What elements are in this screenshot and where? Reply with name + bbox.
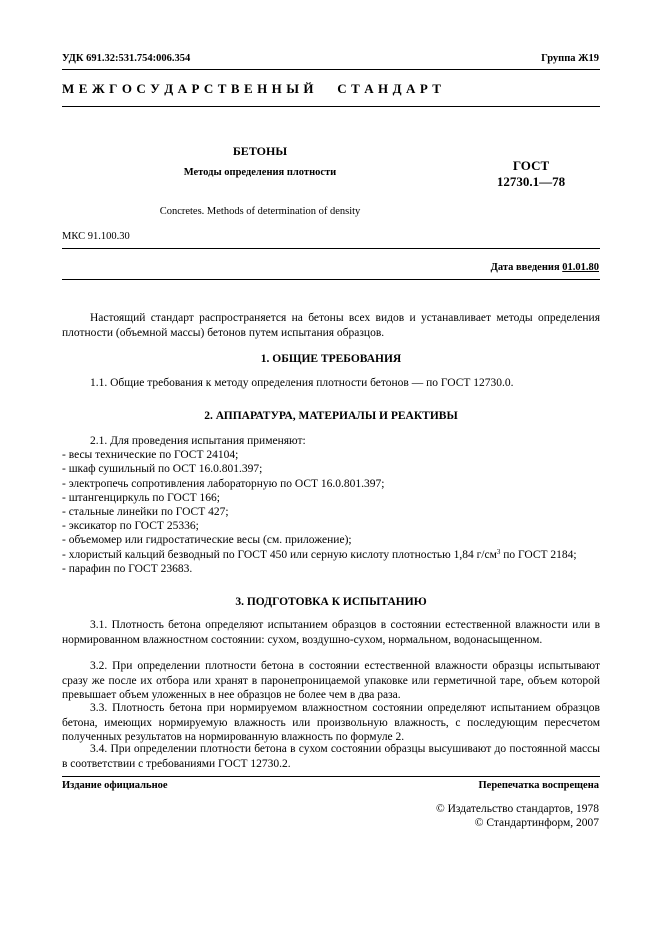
list-item: - штангенциркуль по ГОСТ 166; xyxy=(62,491,220,504)
list-item: - объемомер или гидростатические весы (см. приложение); xyxy=(62,534,352,547)
gost-number: 12730.1—78 xyxy=(496,174,566,189)
gost-label: ГОСТ xyxy=(512,158,550,173)
title-rule xyxy=(62,248,600,249)
header-rule xyxy=(62,69,600,70)
intro-paragraph: Настоящий стандарт распространяется на бетоны всех видов и устанавливает методы определения плотности (объемной массы) бетонов путем испытания образцов. xyxy=(62,312,600,339)
date-rule xyxy=(62,279,600,280)
equipment-list xyxy=(62,434,600,576)
section-1-title: 1. ОБЩИЕ ТРЕБОВАНИЯ xyxy=(260,353,402,365)
copyright-publisher: © Издательство стандартов, 1978 xyxy=(435,803,599,815)
paragraph-3-4: 3.4. При определении плотности бетона в сухом состоянии образцы высушивают до постоянной массы в соответствии с требованиями ГОСТ 12730.2. xyxy=(62,743,600,770)
document-title: БЕТОНЫ xyxy=(232,144,288,158)
paragraph-3-1: 3.1. Плотность бетона определяют испытанием образцов в состоянии естественной влажности или в нормированном влажностном состоянии: сухом, воздушно-сухом, нормальном, водонасыщенном. xyxy=(62,619,600,646)
paragraph-1-1: 1.1. Общие требования к методу определения плотности бетонов — по ГОСТ 12730.0. xyxy=(90,377,514,389)
paragraph-3-2: 3.2. При определении плотности бетона в состоянии естественной влажности образцы испытывают сразу же после их отбора или хранят в паронепроницаемой упаковке или герметичной таре, объем которой превышает объем уложенных в нее образцов не более чем в два раза. xyxy=(62,660,600,701)
list-item: - парафин по ГОСТ 23683. xyxy=(62,562,193,575)
interstate-standard-banner: М Е Ж Г О С У Д А Р С Т В Е Н Н Ы Й С Т А Н Д А Р Т xyxy=(62,81,442,96)
list-item: - хлористый кальций безводный по ГОСТ 450 или серную кислоту плотностью 1,84 $г/см^3$ по ГОСТ 2184; xyxy=(62,547,577,561)
group-code: Группа Ж19 xyxy=(541,53,599,64)
mks-code: МКС 91.100.30 xyxy=(62,231,130,242)
banner-rule xyxy=(62,106,600,107)
copyright-standartinform: © Стандартинформ, 2007 xyxy=(474,817,599,829)
footer-rule xyxy=(62,776,600,777)
english-title: Concretes. Methods of determination of density xyxy=(159,206,361,217)
list-lead: 2.1. Для проведения испытания применяют: xyxy=(90,435,306,447)
reprint-prohibited-label: Перепечатка воспрещена xyxy=(478,780,599,791)
intro-date-value: 01.01.80 xyxy=(562,262,599,273)
intro-date-label: Дата введения xyxy=(490,262,560,273)
list-item: - шкаф сушильный по ОСТ 16.0.801.397; xyxy=(62,463,263,476)
intro-date xyxy=(491,262,599,273)
list-item: - стальные линейки по ГОСТ 427; xyxy=(62,506,229,519)
paragraph-3-3: 3.3. Плотность бетона при нормируемом влажностном состоянии определяют испытанием образцов бетона, имеющих нормируемую влажность или произвольную влажность, с последующим пересчетом полученных результатов на нормированную влажность по формуле 2. xyxy=(62,702,600,743)
list-item: - весы технические по ГОСТ 24104; xyxy=(62,449,239,462)
official-edition-label: Издание официальное xyxy=(62,780,168,791)
list-item: - эксикатор по ГОСТ 25336; xyxy=(62,520,199,533)
section-2-title: 2. АППАРАТУРА, МАТЕРИАЛЫ И РЕАКТИВЫ xyxy=(204,410,458,422)
udc-code: УДК 691.32:531.754:006.354 xyxy=(62,53,191,64)
document-subtitle: Методы определения плотности xyxy=(183,167,337,178)
list-item: - электропечь сопротивления лабораторную по ОСТ 16.0.801.397; xyxy=(62,477,385,490)
section-3-title: 3. ПОДГОТОВКА К ИСПЫТАНИЮ xyxy=(235,596,427,608)
